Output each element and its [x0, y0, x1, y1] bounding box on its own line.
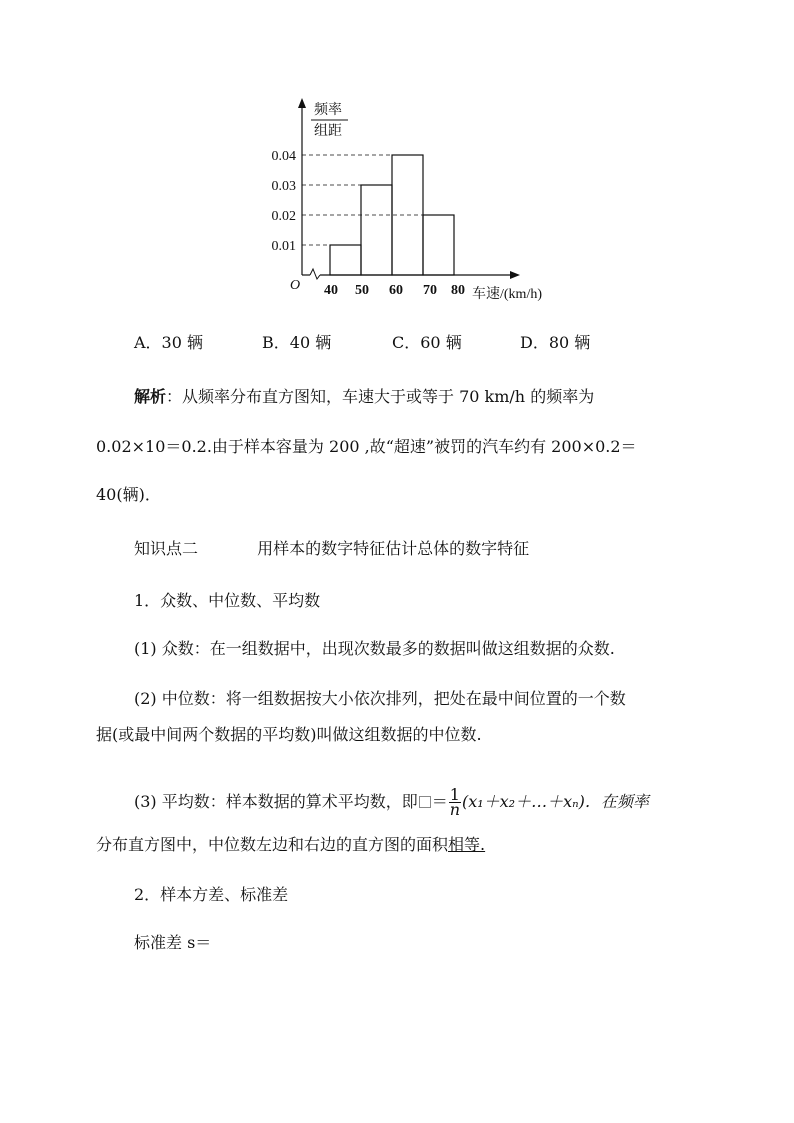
x-tick-label: 50	[355, 283, 369, 298]
analysis-text-1: ：从频率分布直方图知，车速大于或等于 70 km/h 的频率为	[166, 387, 595, 406]
y-axis-label-bottom: 组距	[314, 124, 342, 139]
option-a[interactable]: A．30 辆	[134, 333, 204, 352]
x-tick-label: 60	[389, 283, 403, 298]
analysis-line-3: 40(辆)．	[96, 485, 161, 504]
mean-equals: ＝	[431, 792, 448, 811]
mean-definition-2	[96, 834, 702, 856]
x-tick-label: 40	[324, 283, 338, 298]
std-label: 标准差 s＝	[134, 933, 212, 952]
item-heading-2: 2．样本方差、标准差	[134, 885, 289, 904]
analysis-line-1	[134, 386, 702, 408]
dashed-reference-lines	[302, 155, 423, 245]
tick-labels	[272, 149, 543, 302]
mean-prefix: (3) 平均数：样本数据的算术平均数，即	[134, 792, 418, 811]
histogram-bar	[423, 215, 454, 275]
x-tick-label: 80	[451, 283, 465, 298]
histogram-bar	[361, 185, 392, 275]
origin-label: O	[290, 278, 301, 293]
x-bar-icon	[419, 796, 431, 808]
mean-definition-1	[134, 785, 702, 819]
option-c[interactable]: C．60 辆	[392, 333, 462, 352]
histogram-bars	[330, 155, 454, 275]
chart-axes	[298, 98, 520, 279]
y-tick-label: 0.01	[271, 239, 296, 254]
x-tick-label: 70	[423, 283, 437, 298]
median-definition-2: 据(或最中间两个数据的平均数)叫做这组数据的中位数.	[96, 725, 482, 744]
y-tick-label: 0.02	[271, 209, 296, 224]
axis-break-icon	[310, 269, 320, 279]
option-b[interactable]: B．40 辆	[262, 333, 332, 352]
y-tick-label: 0.04	[271, 149, 296, 164]
section-heading	[134, 538, 702, 560]
blank-answer-equal: 相等.	[448, 835, 486, 854]
speed-frequency-histogram	[270, 92, 580, 307]
fraction-numerator: 1	[449, 785, 460, 804]
x-axis-arrow-icon	[510, 271, 520, 279]
analysis-line-2: 0.02×10＝0.2.由于样本容量为 200 ,故“超速”被罚的汽车约有 200×0.2＝	[96, 437, 637, 456]
mean-expression: (x₁＋x₂＋…＋xₙ)．在频率	[461, 792, 649, 811]
option-d[interactable]: D．80 辆	[520, 333, 591, 352]
median-definition-1: (2) 中位数：将一组数据按大小依次排列，把处在最中间位置的一个数	[134, 689, 626, 708]
y-tick-label: 0.03	[271, 179, 296, 194]
y-axis-arrow-icon	[298, 98, 306, 108]
fraction-one-over-n	[449, 785, 461, 819]
mode-definition: (1) 众数：在一组数据中，出现次数最多的数据叫做这组数据的众数.	[134, 639, 615, 658]
item-heading-1: 1．众数、中位数、平均数	[134, 591, 321, 610]
histogram-bar	[330, 245, 361, 275]
analysis-label: 解析	[134, 387, 167, 406]
section-subtitle: 用样本的数字特征估计总体的数字特征	[257, 539, 530, 558]
y-axis-label-top: 频率	[314, 103, 342, 118]
x-axis-label: 车速/(km/h)	[472, 287, 542, 302]
fraction-denominator: n	[449, 800, 461, 819]
section-title: 知识点二	[134, 539, 199, 558]
mean-text-2a: 分布直方图中，中位数左边和右边的直方图的面积	[96, 835, 449, 854]
